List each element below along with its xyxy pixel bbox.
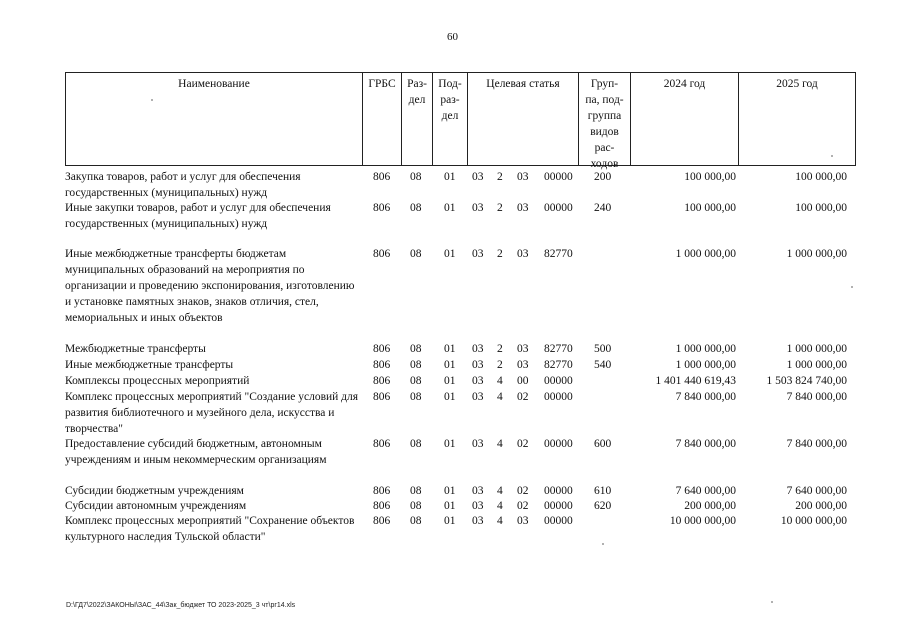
- row-target-2: 4: [497, 391, 503, 403]
- row-target-2: 4: [497, 375, 503, 387]
- row-name: Иные закупки товаров, работ и услуг для обеспечения государственных (муниципальных) нужд: [65, 202, 331, 230]
- header-name-cell: [65, 72, 363, 166]
- row-target-4: 82770: [544, 359, 573, 371]
- row-2025: 10 000 000,00: [780, 515, 847, 527]
- header-target-cell: [467, 72, 579, 166]
- row-target-3: 03: [517, 171, 529, 183]
- header-expense-group-cell: [578, 72, 631, 170]
- row-podrazdel: 01: [444, 438, 456, 450]
- row-podrazdel: 01: [444, 202, 456, 214]
- row-razdel: 08: [410, 485, 422, 497]
- row-grbs: 806: [373, 515, 391, 527]
- header-razdel-line: Раз-: [407, 78, 427, 90]
- row-target-4: 00000: [544, 438, 573, 450]
- row-2024: 1 000 000,00: [675, 359, 736, 371]
- row-target-3: 03: [517, 248, 529, 260]
- row-2025: 7 840 000,00: [786, 391, 847, 403]
- header-grbs-cell: [362, 72, 402, 166]
- row-2025: 100 000,00: [795, 171, 847, 183]
- row-target-1: 03: [472, 248, 484, 260]
- row-target-3: 02: [517, 391, 529, 403]
- header-expense-group-line: группа: [587, 110, 622, 122]
- row-target-3: 03: [517, 343, 529, 355]
- row-grbs: 806: [373, 438, 391, 450]
- header-expense-group-line: па, под-: [585, 94, 624, 106]
- scan-speck: [602, 543, 604, 545]
- header-2025: 2025 год: [776, 78, 818, 90]
- row-target-1: 03: [472, 202, 484, 214]
- row-target-3: 02: [517, 485, 529, 497]
- row-razdel: 08: [410, 438, 422, 450]
- scan-speck: [831, 155, 833, 157]
- row-podrazdel: 01: [444, 359, 456, 371]
- row-target-1: 03: [472, 438, 484, 450]
- row-name: Межбюджетные трансферты: [65, 343, 206, 355]
- row-razdel: 08: [410, 391, 422, 403]
- header-name: Наименование: [178, 78, 250, 90]
- row-expense-group: 240: [594, 202, 612, 214]
- row-podrazdel: 01: [444, 248, 456, 260]
- header-2024: 2024 год: [663, 78, 706, 90]
- row-name: Предоставление субсидий бюджетным, автономным учреждениям и иным некоммерческим организациям: [65, 438, 327, 466]
- row-target-2: 4: [497, 438, 503, 450]
- row-razdel: 08: [410, 343, 422, 355]
- row-name: Комплекс процессных мероприятий "Создание условий для развития библиотечного и музейного дела, искусства и творчества": [65, 391, 359, 435]
- row-target-1: 03: [472, 515, 484, 527]
- row-grbs: 806: [373, 391, 391, 403]
- row-razdel: 08: [410, 500, 422, 512]
- row-target-1: 03: [472, 375, 484, 387]
- row-target-4: 00000: [544, 171, 573, 183]
- header-expense-group: [579, 76, 630, 172]
- row-razdel: 08: [410, 515, 422, 527]
- row-podrazdel: 01: [444, 375, 456, 387]
- row-target-2: 2: [497, 359, 503, 371]
- row-2024: 7 840 000,00: [675, 438, 736, 450]
- row-podrazdel: 01: [444, 171, 456, 183]
- row-target-2: 2: [497, 171, 503, 183]
- row-2025: 1 000 000,00: [786, 343, 847, 355]
- header-2025-cell: [738, 72, 856, 166]
- header-target: Целевая статья: [486, 78, 560, 90]
- row-2024: 1 401 440 619,43: [655, 375, 736, 387]
- row-name: Комплекс процессных мероприятий "Сохранение объектов культурного наследия Тульской области": [65, 515, 355, 543]
- header-expense-group-line: рас-: [594, 142, 615, 154]
- row-2024: 7 840 000,00: [675, 391, 736, 403]
- row-name: Иные межбюджетные трансферты бюджетам муниципальных образований на мероприятия по организации и проведению экспонирования, изготовлению и установке памятных знаков, знаков отличия, стел, мемориальных и иных объектов: [65, 248, 355, 324]
- header-podrazdel: [433, 76, 467, 124]
- row-target-4: 00000: [544, 202, 573, 214]
- scan-speck: [851, 286, 853, 288]
- row-target-1: 03: [472, 500, 484, 512]
- row-target-4: 00000: [544, 391, 573, 403]
- row-2024: 1 000 000,00: [675, 343, 736, 355]
- row-target-2: 4: [497, 500, 503, 512]
- row-expense-group: 540: [594, 359, 612, 371]
- row-name: Комплексы процессных мероприятий: [65, 375, 250, 387]
- header-expense-group-line: ходов: [590, 158, 619, 170]
- row-podrazdel: 01: [444, 515, 456, 527]
- header-podrazdel-cell: [432, 72, 468, 166]
- row-name: Закупка товаров, работ и услуг для обеспечения государственных (муниципальных) нужд: [65, 171, 301, 199]
- row-grbs: 806: [373, 485, 391, 497]
- row-target-3: 02: [517, 500, 529, 512]
- row-target-4: 00000: [544, 375, 573, 387]
- row-2024: 100 000,00: [684, 171, 736, 183]
- row-target-3: 02: [517, 438, 529, 450]
- header-podrazdel-line: раз-: [440, 94, 460, 106]
- row-target-1: 03: [472, 359, 484, 371]
- row-name: Иные межбюджетные трансферты: [65, 359, 234, 371]
- row-2024: 7 640 000,00: [675, 485, 736, 497]
- row-2025: 1 503 824 740,00: [766, 375, 847, 387]
- scan-speck: [151, 99, 153, 101]
- row-expense-group: 200: [594, 171, 612, 183]
- row-target-3: 00: [517, 375, 529, 387]
- header-razdel-cell: [401, 72, 433, 166]
- row-target-2: 2: [497, 248, 503, 260]
- row-2024: 1 000 000,00: [675, 248, 736, 260]
- row-grbs: 806: [373, 343, 391, 355]
- row-razdel: 08: [410, 375, 422, 387]
- row-target-3: 03: [517, 359, 529, 371]
- row-target-3: 03: [517, 202, 529, 214]
- row-podrazdel: 01: [444, 343, 456, 355]
- row-target-1: 03: [472, 343, 484, 355]
- header-2024-cell: [630, 72, 739, 166]
- row-target-4: 00000: [544, 515, 573, 527]
- row-razdel: 08: [410, 202, 422, 214]
- row-razdel: 08: [410, 248, 422, 260]
- row-2025: 7 840 000,00: [786, 438, 847, 450]
- row-target-3: 03: [517, 515, 529, 527]
- header-expense-group-line: Груп-: [590, 78, 619, 90]
- header-expense-group-line: видов: [590, 126, 619, 138]
- row-name: Субсидии бюджетным учреждениям: [65, 485, 244, 497]
- row-grbs: 806: [373, 171, 391, 183]
- row-target-1: 03: [472, 391, 484, 403]
- row-name: Субсидии автономным учреждениям: [65, 500, 247, 512]
- row-target-2: 4: [497, 515, 503, 527]
- row-2025: 100 000,00: [795, 202, 847, 214]
- header-grbs: ГРБС: [368, 78, 396, 90]
- row-podrazdel: 01: [444, 500, 456, 512]
- row-podrazdel: 01: [444, 391, 456, 403]
- row-razdel: 08: [410, 359, 422, 371]
- row-2025: 7 640 000,00: [786, 485, 847, 497]
- row-razdel: 08: [410, 171, 422, 183]
- row-expense-group: 620: [594, 500, 612, 512]
- row-2024: 100 000,00: [684, 202, 736, 214]
- row-grbs: 806: [373, 202, 391, 214]
- footer-file-path: D:\ГД7\2022\ЗАКОНЫ\ЗАС_44\Зак_бюджет ТО 2023-2025_3 чт\рг14.xls: [66, 602, 296, 609]
- row-expense-group: 610: [594, 485, 612, 497]
- row-target-1: 03: [472, 485, 484, 497]
- row-target-2: 2: [497, 343, 503, 355]
- row-2025: 1 000 000,00: [786, 248, 847, 260]
- row-grbs: 806: [373, 375, 391, 387]
- row-podrazdel: 01: [444, 485, 456, 497]
- row-target-1: 03: [472, 171, 484, 183]
- row-2024: 10 000 000,00: [669, 515, 736, 527]
- row-grbs: 806: [373, 248, 391, 260]
- row-grbs: 806: [373, 359, 391, 371]
- header-razdel: [402, 76, 432, 108]
- row-target-2: 4: [497, 485, 503, 497]
- row-2024: 200 000,00: [684, 500, 736, 512]
- row-2025: 200 000,00: [795, 500, 847, 512]
- row-target-4: 82770: [544, 248, 573, 260]
- page-number: 60: [447, 31, 458, 43]
- header-podrazdel-line: дел: [441, 110, 459, 122]
- row-expense-group: 600: [594, 438, 612, 450]
- row-target-4: 00000: [544, 500, 573, 512]
- row-2025: 1 000 000,00: [786, 359, 847, 371]
- row-expense-group: 500: [594, 343, 612, 355]
- row-target-2: 2: [497, 202, 503, 214]
- header-podrazdel-line: Под-: [438, 78, 462, 90]
- scan-speck: [771, 601, 773, 603]
- row-grbs: 806: [373, 500, 391, 512]
- row-target-4: 82770: [544, 343, 573, 355]
- header-razdel-line: дел: [408, 94, 426, 106]
- row-target-4: 00000: [544, 485, 573, 497]
